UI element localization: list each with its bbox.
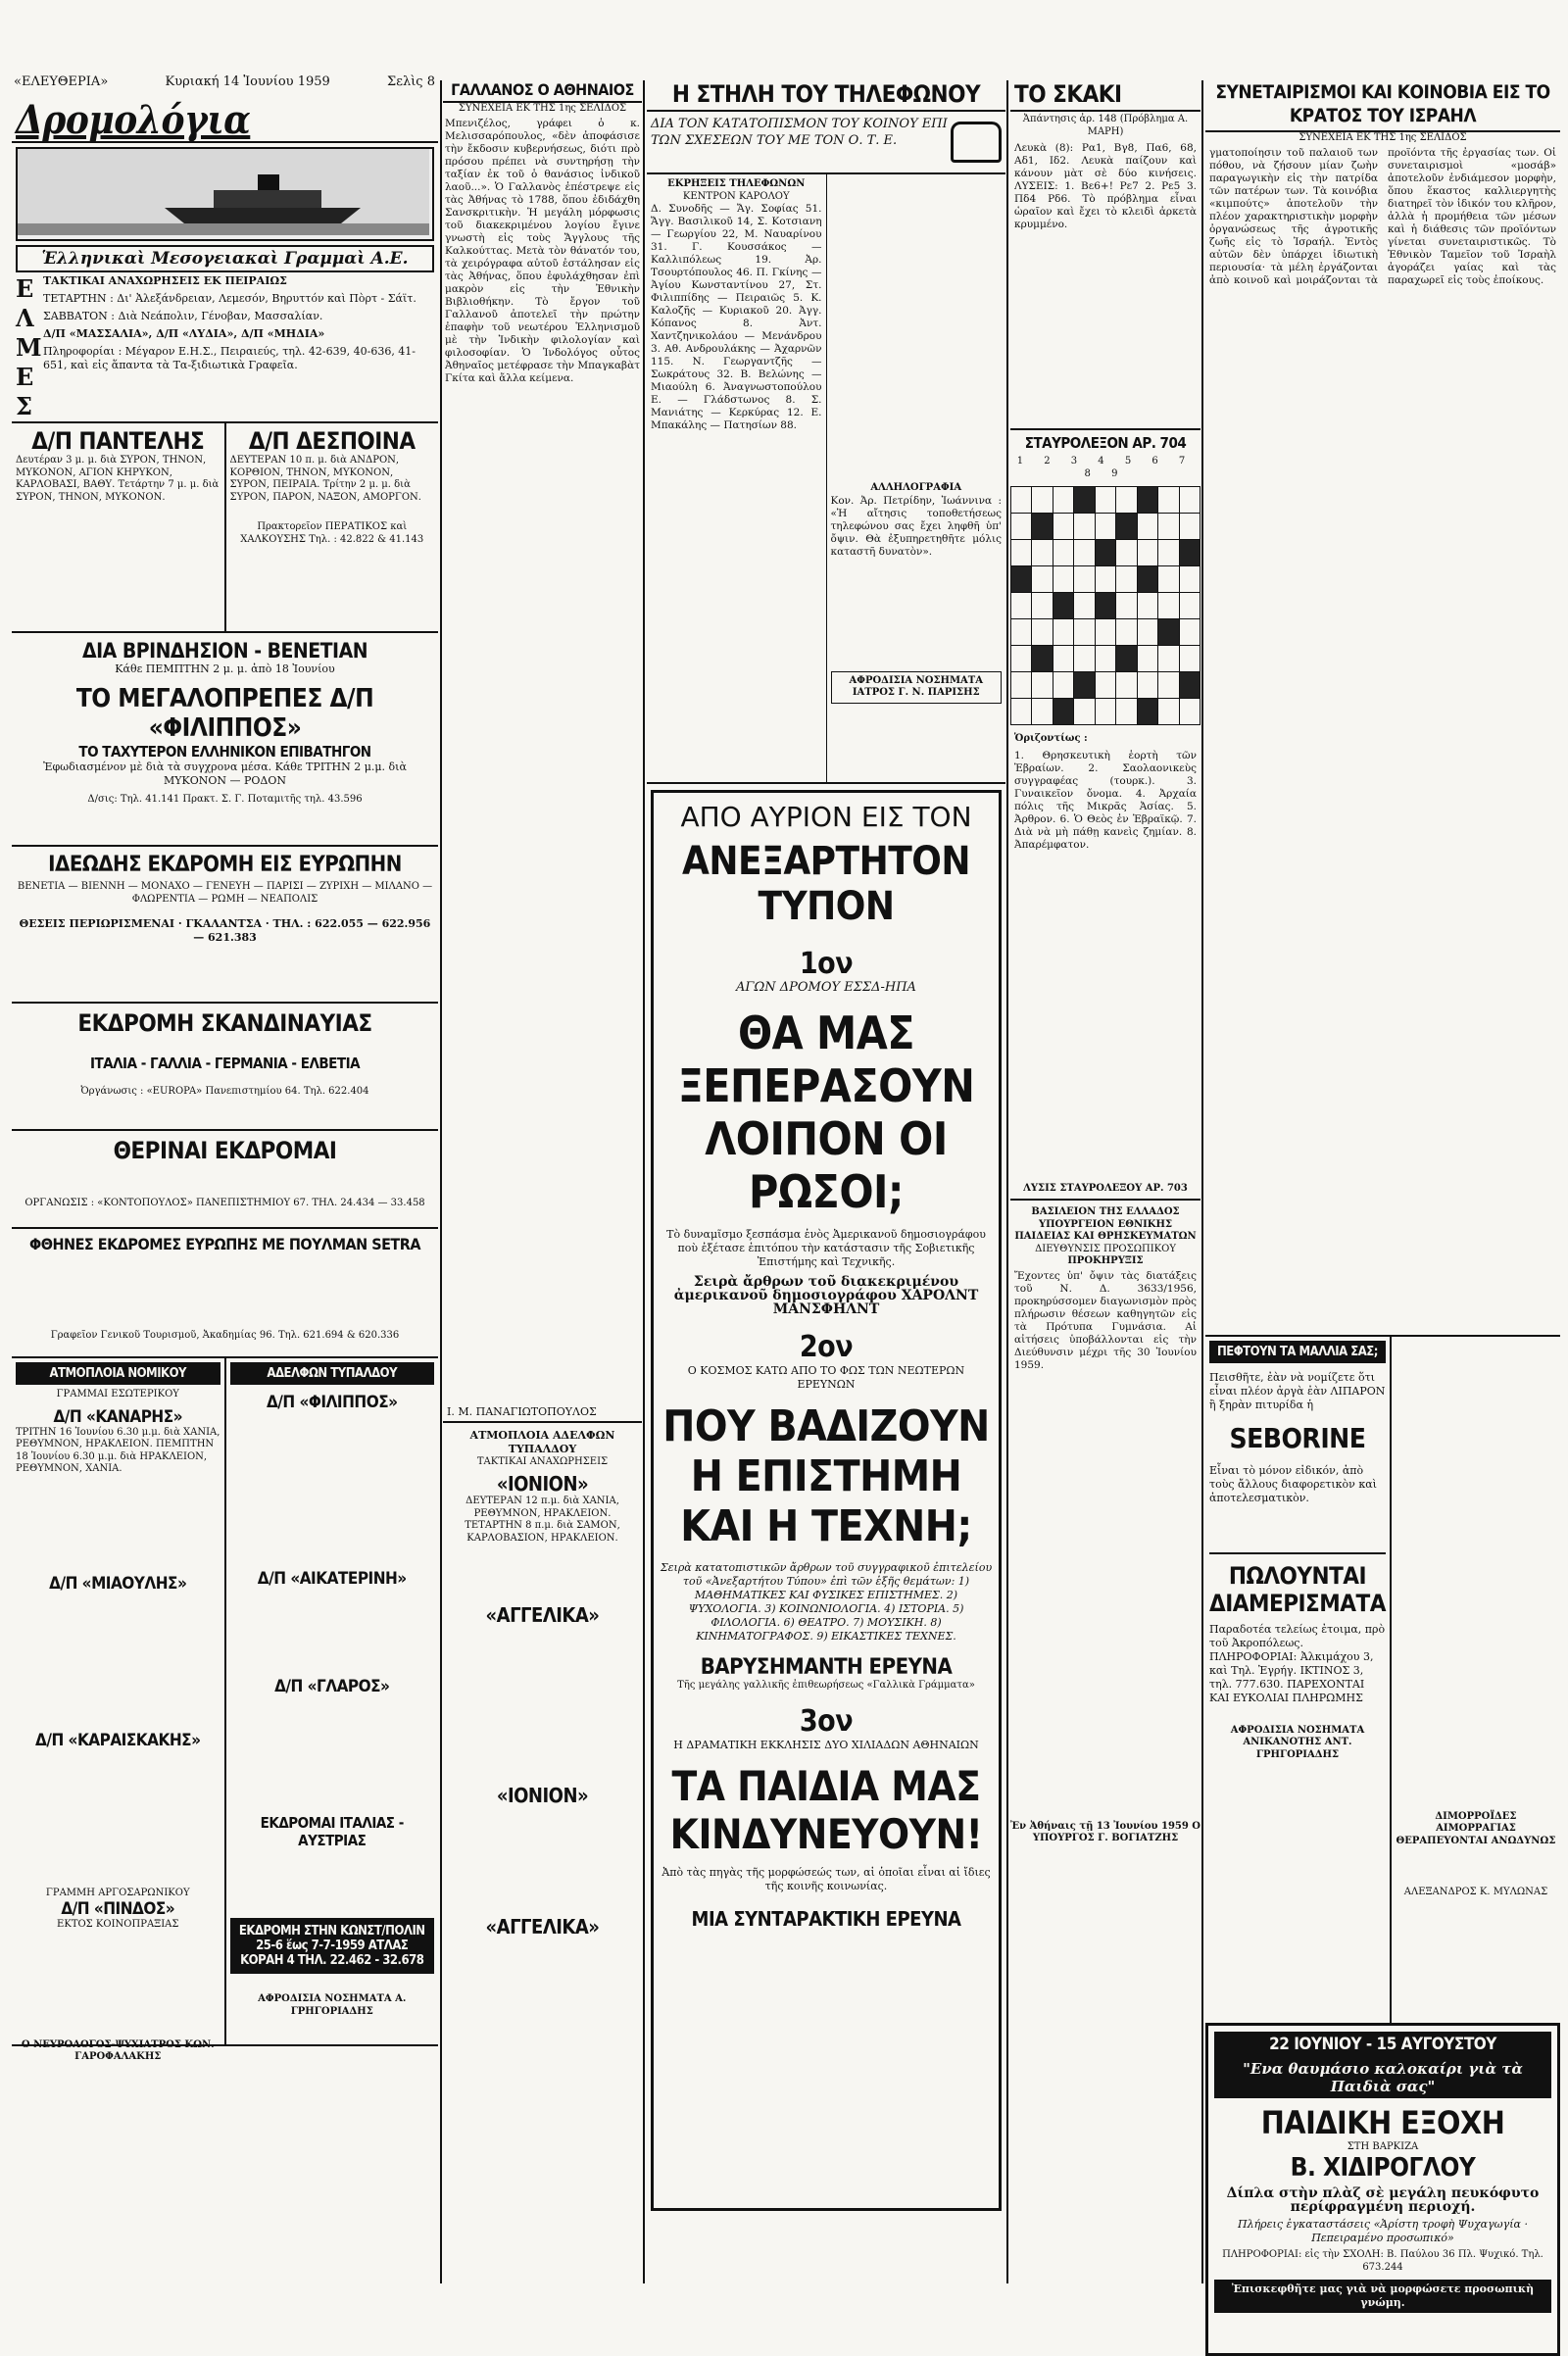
brindisi-sub: Κάθε ΠΕΜΠΤΗΝ 2 μ. μ. ἀπὸ 18 Ἰουνίου — [115, 663, 335, 675]
item-4-text: Ἀπὸ τὰς πηγὰς τῆς μορφώσεώς των, αἱ ὁποῖαι εἶναι αἱ ἴδιες τῆς κοινῆς κοινωνίας. — [662, 1865, 991, 1892]
page-number: Σελὶς 8 — [387, 74, 435, 89]
masthead — [14, 74, 435, 92]
grigoriadis: ΑΦΡΟΔΙΣΙΑ ΝΟΣΗΜΑΤΑ Α. ΓΡΗΓΟΡΙΑΔΗΣ — [258, 1993, 407, 2017]
crossword-cell — [1158, 699, 1179, 725]
crossword-cell — [1053, 514, 1073, 540]
article-signature: Ι. Μ. ΠΑΝΑΓΙΩΤΟΠΟΥΛΟΣ — [443, 1403, 642, 1423]
crossword-cell — [1158, 619, 1179, 646]
ship-ionion-1: «ΙΟΝΙΟΝ» — [496, 1472, 589, 1496]
crossword-cell — [1053, 619, 1073, 646]
camp-text: Δίπλα στὴν πλὰζ σὲ μεγάλη πευκόφυτο περίφραγμένη περιοχή. — [1226, 2185, 1540, 2215]
crossword-cell — [1095, 487, 1115, 514]
crossword-cell — [1095, 514, 1115, 540]
headline-2b: Η ΕΠΙΣΤΗΜΗ — [690, 1451, 962, 1501]
crossword-cell — [1074, 514, 1095, 540]
crossword-cell — [1116, 540, 1137, 566]
crossword-cell — [1116, 672, 1137, 699]
crossword-cell — [1095, 540, 1115, 566]
crossword-cell — [1032, 593, 1053, 619]
crossword-cell — [1158, 646, 1179, 672]
headline-3-sub: Τῆς μεγάλης γαλλικῆς ἐπιθεωρήσεως «Γαλλικὰ Γράμματα» — [677, 1680, 975, 1691]
pantelis-title: Δ/Π ΠΑΝΤΕΛΗΣ — [31, 427, 205, 455]
ship-illustration — [16, 147, 434, 241]
filippos-2: Δ/Π «ΦΙΛΙΠΠΟΣ» — [266, 1393, 398, 1412]
crossword-cell — [1179, 699, 1200, 725]
crossword-cell — [1053, 699, 1073, 725]
line-2: ΤΕΤΑΡΤΗΝ : Δι' Ἀλεξάνδρειαν, Λεμεσόν, Βηρυττόν καὶ Πὸρτ - Σάϊτ. — [43, 292, 416, 305]
ad-company: ΑΤΜΟΠΛΟΙΑ ΑΔΕΛΦΩΝ ΤΥΠΑΛΔΟΥ — [469, 1428, 615, 1455]
israel-body-cont — [1396, 1341, 1556, 1811]
argosaronic: ΓΡΑΜΜΗ ΑΡΓΟΣΑΡΩΝΙΚΟΥ — [45, 1887, 190, 1898]
crossword-cell — [1137, 619, 1157, 646]
ship-angelika-1: «ΑΓΓΕΛΙΚΑ» — [485, 1603, 600, 1627]
despina-title: Δ/Π ΔΕΣΠΟΙΝΑ — [248, 427, 416, 455]
pantelis-text: Δευτέραν 3 μ. μ. διὰ ΣΥΡΟΝ, ΤΗΝΟΝ, ΜΥΚΟΝΟΝ, ΑΓΙΟΝ ΚΗΡΥΚΟΝ, ΚΑΡΛΟΒΑΣΙ, ΒΑΘΥ. Τετάρτην 7 μ. μ. διὰ ΣΥΡΟΝ, ΤΗΝΟΝ, ΜΥΚΟΝΟΝ. — [16, 455, 220, 503]
crossword-cell — [1116, 593, 1137, 619]
crossword-cell — [1011, 566, 1032, 593]
crossword-cell — [1095, 646, 1115, 672]
item-1-sub: ΑΓΩΝ ΔΡΟΜΟΥ ΕΣΣΔ-ΗΠΑ — [736, 980, 916, 995]
karaiskakis: Δ/Π «ΚΑΡΑΙΣΚΑΚΗΣ» — [35, 1730, 201, 1750]
crossword-cell — [1074, 566, 1095, 593]
crossword-cell — [1179, 540, 1200, 566]
crossword-cell — [1158, 514, 1179, 540]
pindos: Δ/Π «ΠΙΝΔΟΣ» — [61, 1899, 175, 1919]
crossword-cell — [1116, 514, 1137, 540]
crossword-title: ΣΤΑΥΡΟΛΕΞΟΝ ΑΡ. 704 — [1024, 434, 1187, 452]
setra-org: Γραφεῖον Γενικοῦ Τουρισμοῦ, Ἀκαδημίας 96. Τηλ. 621.694 & 620.336 — [50, 1330, 400, 1341]
allelog-body: Κον. Ἀρ. Πετρίδην, Ἰωάννινα : «Ἡ αἴτησις τοποθετήσεως τηλεφώνου σας ἔχει ληφθῆ ὑπ' ὄψιν. Θὰ ἐξυπηρετηθῆτε μόλις καταστῆ δυνατὸν». — [830, 494, 1002, 558]
domestic-lines: ΓΡΑΜΜΑΙ ΕΣΩΤΕΡΙΚΟΥ — [56, 1389, 179, 1399]
europe-org: ΘΕΣΕΙΣ ΠΕΡΙΩΡΙΣΜΕΝΑΙ · ΓΚΑΛΑΝΤΣΑ · ΤΗΛ. : 622.055 — 622.956 — 621.383 — [19, 917, 431, 944]
crossword-numbers: 1 2 3 4 5 6 7 8 9 — [1016, 456, 1195, 479]
crossword-cell — [1032, 699, 1053, 725]
column-4 — [1010, 80, 1200, 2283]
crossword-cell — [1179, 672, 1200, 699]
crossword-cell — [1179, 646, 1200, 672]
ministry-announcement: ΠΡΟΚΗΡΥΞΙΣ — [1067, 1255, 1144, 1266]
item-2-number: 2ον — [799, 1330, 854, 1364]
crossword-cell — [1137, 487, 1157, 514]
crossword-cell — [1116, 699, 1137, 725]
crossword-cell — [1074, 540, 1095, 566]
italy-austria: ΕΚΔΡΟΜΑΙ ΙΤΑΛΙΑΣ - ΑΥΣΤΡΙΑΣ — [260, 1814, 404, 1849]
israel-body: γματοποίησιν τοῦ παλαιοῦ των πόθου, νὰ ζήσουν μίαν ζωὴν παραγωγικὴν εἰς τὴν πατρίδα τῶν πατέρων των. Τὰ κοινόβια «κιμπούτς» ἀποτελοῦν τὴν πλέον χαρακτηριστικὴν μορφὴν ὀργανώσεως τῆς ἀγροτικῆς ζωῆς εἰς τὸ Ἰσραήλ. Ἐντὸς αὐτῶν δὲν ὑπάρχει ἰδιωτικὴ περιουσία· τὰ μέλη ἐργάζονται ἀπὸ κοινοῦ καὶ μοιράζονται τὰ προϊόντα τῆς ἐργασίας των. Οἱ συνεταιρισμοὶ «μοσάβ» ἀποτελοῦν ἐνδιάμεσον μορφὴν, ὅπου ἕκαστος καλλιεργητὴς διατηρεῖ τὸν ἰδικόν του κλῆρον, ἀλλὰ ἡ προμήθεια τῶν μέσων καὶ ἡ διάθεσις τῶν προϊόντων γίνεται συνεταιριστικῶς. Τὸ Ἐθνικὸν Ταμεῖον τοῦ Ἰσραὴλ ἀγοράζει γαίας καὶ τὰς παραχωρεῖ εἰς τοὺς ἐποίκους. — [1209, 146, 1556, 286]
article-title: ΓΑΛΛΑΝΟΣ Ο ΑΘΗΝΑΙΟΣ — [443, 80, 642, 103]
phone-list: Δ. Συνοδῆς — Ἄγ. Σοφίας 51. Ἄγγ. Βασιλικοῦ 14, Σ. Κοτσιανη — Γεωργίου 22, Μ. Ναυαρίνου 31. Γ. Κουσσάκος — Καλλιπόλεως 19. Ἀρ. Τσουρτόπουλος 46. Π. Γκίνης — Ἀγίου Κωνσταντίνου 27, Στ. Φιλιππίδης — Πειραιῶς 5. Κ. Καλοζῆς — Κυριακοῦ 20. Ἀγγ. Κόπανος 8. Ἀντ. Χαντζηνικολάου — Μενάνδρου 3. Αθ. Ανδρουλάκης — Ἀχαρνῶν 115. Ν. Γεωργαντζῆς — Σωκράτους 32. Β. Βελώνης — Μιαούλη 6. Ἀναγνωστοπούλου Ε. — Γλάδστωνος 8. Σ. Μανιάτης — Κερκύρας 12. Ε. Μπακάλης — Πατησίων 88. — [651, 203, 822, 431]
scandinavia-title: ΕΚΔΡΟΜΗ ΣΚΑΝΔΙΝΑΥΙΑΣ — [77, 1009, 372, 1037]
hair-note: Εἶναι τὸ μόνον εἰδικόν, ἀπὸ τοὺς ἄλλους διαφορετικὸν καὶ ἀποτελεσματικὸν. — [1209, 1463, 1377, 1504]
filippos-sub: ΤΟ ΤΑΧΥΤΕΡΟΝ ΕΛΛΗΝΙΚΟΝ ΕΠΙΒΑΤΗΓΟΝ — [78, 743, 371, 761]
italy-title: ΙΤΑΛΙΑ - ΓΑΛΛΙΑ - ΓΕΡΜΑΝΙΑ - ΕΛΒΕΤΙΑ — [89, 1055, 361, 1072]
brindisi-title: ΔΙΑ ΒΡΙΝΔΗΣΙΟΝ - ΒΕΝΕΤΙΑΝ — [81, 639, 368, 663]
crossword-cell — [1032, 672, 1053, 699]
crossword-cell — [1158, 540, 1179, 566]
crossword-cell — [1032, 540, 1053, 566]
crossword-cell — [1095, 619, 1115, 646]
doctor-1: ΑΦΡΟΔΙΣΙΑ ΝΟΣΗΜΑΤΑ ΑΝΙΚΑΝΟΤΗΣ ΑΝΤ. ΓΡΗΓΟΡΙΑΔΗΣ — [1230, 1724, 1365, 1760]
typaldos-banner: ΑΔΕΛΦΩΝ ΤΥΠΑΛΔΟΥ — [230, 1362, 435, 1385]
allelog-head: ΑΛΛΗΛΟΓΡΑΦΙΑ — [870, 482, 962, 493]
ship-angelika-2: «ΑΓΓΕΛΙΚΑ» — [485, 1915, 600, 1939]
crossword-cell — [1116, 487, 1137, 514]
nomikos-banner: ΑΤΜΟΠΛΟΙΑ ΝΟΜΙΚΟΥ — [16, 1362, 220, 1385]
chess-body: Λευκὰ (8): Ρα1, Βγ8, Πα6, 68, Αδ1, Ιδ2. Λευκὰ παίζουν καὶ κάνουν μὰτ σὲ δύο κινήσεις. ΛΥΣΕΙΣ: 1. Βε6+! Ρε7 2. Ρε5 3. Πδ4 Ρδ6. Τὸ πρόβλημα εἶναι ὡραῖον καὶ ἔχει τὸ κλειδὶ ἀρκετὰ κρυμμένο. — [1010, 140, 1200, 430]
crossword-cell — [1053, 672, 1073, 699]
crossword-cell — [1074, 619, 1095, 646]
list-sub: ΚΕΝΤΡΟΝ ΚΑΡΟΛΟΥ — [682, 190, 790, 202]
ad-paper-name: ΑΝΕΞΑΡΤΗΤΟΝ ΤΥΠΟΝ — [682, 839, 970, 929]
ministry-sign: Ἐν Ἀθήναις τῇ 13 Ἰουνίου 1959 Ο ΥΠΟΥΡΓΟΣ Γ. ΒΟΓΙΑΤΖΗΣ — [1010, 1820, 1201, 1843]
ship-icon — [18, 149, 429, 235]
clues-head: Ὁριζοντίως : — [1014, 733, 1088, 744]
crossword-cell — [1053, 566, 1073, 593]
crossword-cell — [1158, 566, 1179, 593]
paper-name: «ΕΛΕΥΘΕΡΙΑ» — [14, 74, 109, 89]
israel-continued: ΣΥΝΕΧΕΙΑ ΕΚ ΤΗΣ 1ης ΣΕΛΙΔΟΣ — [1298, 132, 1467, 143]
headline-1a: ΘΑ ΜΑΣ ΞΕΠΕΡΑΣΟΥΝ — [677, 1006, 975, 1112]
crossword-cell — [1137, 672, 1157, 699]
crossword-cell — [1074, 699, 1095, 725]
headline-5: ΜΙΑ ΣΥΝΤΑΡΑΚΤΙΚΗ ΕΡΕΥΝΑ — [691, 1906, 961, 1931]
results-head: ΛΥΣΙΣ ΣΤΑΥΡΟΛΕΞΟΥ ΑΡ. 703 — [1010, 1183, 1200, 1202]
crossword-cell — [1137, 699, 1157, 725]
crossword-cell — [1011, 646, 1032, 672]
ship-text-1: ΔΕΥΤΕΡΑΝ 12 π.μ. διὰ ΧΑΝΙΑ, ΡΕΘΥΜΝΟΝ, ΗΡΑΚΛΕΙΟΝ. ΤΕΤΑΡΤΗΝ 8 π.μ. διὰ ΣΑΜΟΝ, ΚΑΡΛΟΒΑΣΙΟΝ, ΗΡΑΚΛΕΙΟΝ. — [465, 1496, 620, 1544]
phone-subtitle: ΔΙΑ ΤΟΝ ΚΑΤΑΤΟΠΙΣΜΟΝ ΤΟΥ ΚΟΙΝΟΥ ΕΠΙ ΤΩΝ ΣΧΕΣΕΩΝ ΤΟΥ ΜΕ ΤΟΝ Ο. Τ. Ε. — [651, 117, 948, 148]
doctor: Ο ΝΕΥΡΟΛΟΓΟΣ-ΨΥΧΙΑΤΡΟΣ ΚΩΝ. ΓΑΡΟΦΑΛΑΚΗΣ — [21, 2038, 215, 2062]
apartments-head: ΠΩΛΟΥΝΤΑΙ ΔΙΑΜΕΡΙΣΜΑΤΑ — [1209, 1552, 1386, 1617]
ship-ionion-2: «ΙΟΝΙΟΝ» — [496, 1784, 589, 1807]
despina-text: ΔΕΥΤΕΡΑΝ 10 π. μ. διὰ ΑΝΔΡΟΝ, ΚΟΡΘΙΟΝ, ΤΗΝΟΝ, ΜΥΚΟΝΟΝ, ΣΥΡΟΝ, ΠΕΙΡΑΙΑ. Τρίτην 2 μ. μ. διὰ ΣΥΡΟΝ, ΠΑΡΟΝ, ΝΑΞΟΝ, ΑΜΟΡΓΟΝ. — [229, 455, 421, 503]
crossword-cell — [1074, 487, 1095, 514]
column-2 — [443, 80, 642, 2283]
item-3-number: 3ον — [799, 1703, 854, 1739]
israel-title: ΣΥΝΕΤΑΙΡΙΣΜΟΙ ΚΑΙ ΚΟΙΝΟΒΙΑ ΕΙΣ ΤΟ ΚΡΑΤΟΣ ΤΟΥ ΙΣΡΑΗΛ — [1205, 80, 1560, 132]
camp-dates: 22 ΙΟΥΝΙΟΥ - 15 ΑΥΓΟΥΣΤΟΥ — [1214, 2032, 1551, 2057]
headline-3: ΒΑΡΥΣΗΜΑΝΤΗ ΕΡΕΥΝΑ — [700, 1655, 953, 1680]
headline-2c: ΚΑΙ Η ΤΕΧΝΗ; — [680, 1501, 972, 1551]
crossword-cell — [1011, 593, 1032, 619]
crossword-cell — [1011, 619, 1032, 646]
doctor-ad: ΑΦΡΟΔΙΣΙΑ ΝΟΣΗΜΑΤΑ ΙΑΤΡΟΣ Γ. Ν. ΠΑΡΙΣΗΣ — [831, 671, 1003, 704]
crossword-cell — [1137, 540, 1157, 566]
filippos-note: Ἐφωδιασμένον μὲ διὰ τὰ συγχρονα μέσα. Κάθε ΤΡΙΤΗΝ 2 μ.μ. διὰ ΜΥΚΟΝΟΝ — ΡΟΔΟΝ — [43, 761, 407, 787]
crossword-cell — [1011, 514, 1032, 540]
kanaris: Δ/Π «ΚΑΝΑΡΗΣ» — [53, 1406, 183, 1427]
crossword-cell — [1095, 593, 1115, 619]
crossword-cell — [1074, 593, 1095, 619]
crossword-cell — [1179, 514, 1200, 540]
hair-head: ΠΕΦΤΟΥΝ ΤΑ ΜΑΛΛΙΑ ΣΑΣ; — [1209, 1341, 1386, 1363]
crossword-cell — [1116, 619, 1137, 646]
crossword-cell — [1179, 566, 1200, 593]
telephone-icon — [951, 122, 1002, 163]
crossword-cell — [1179, 619, 1200, 646]
clues-body: 1. Θρησκευτικὴ ἑορτὴ τῶν Ἑβραίων. 2. Σαολαονικεὺς συγγραφέας (τουρκ.). 3. Γυναικεῖον ὄνομα. 4. Ἀρχαία πόλις τῆς Μικρᾶς Ἀσίας. 5. Ἀρθρον. 6. Ὁ Θεὸς ἐν Ἑβραϊκῷ. 7. Διὰ νὰ μὴ πάθῃ κανεὶς ζημίαν. 8. Ἀπαρέμφατον. — [1014, 749, 1197, 851]
crossword-cell — [1074, 646, 1095, 672]
apartments-text: Παραδοτέα τελείως ἐτοιμα, πρὸ τοῦ Ἀκροπόλεως. ΠΛΗΡΟΦΟΡΙΑΙ: Ἀλκιμάχου 3, καὶ Τηλ. Ἐγρήγ. ΙΚΤΙΝΟΣ 3, τηλ. 777.630. ΠΑΡΕΧΟΝΤΑΙ ΚΑΙ ΕΥΚΟΛΙΑΙ ΠΛΗΡΩΜΗΣ — [1209, 1622, 1386, 1704]
crossword-cell — [1158, 487, 1179, 514]
crossword-cell — [1053, 646, 1073, 672]
crossword-cell — [1032, 487, 1053, 514]
crossword-cell — [1032, 646, 1053, 672]
camp-footer: Ἐπισκεφθῆτε μας γιὰ νὰ μορφώσετε προσωπικὴ γνώμη. — [1214, 2280, 1551, 2313]
crossword-cell — [1011, 699, 1032, 725]
europe-title: ΙΔΕΩΔΗΣ ΕΚΔΡΟΜΗ ΕΙΣ ΕΥΡΩΠΗΝ — [48, 853, 402, 877]
headline-1b: ΛΟΙΠΟΝ ΟΙ ΡΩΣΟΙ; — [705, 1112, 948, 1218]
camp-info: ΠΛΗΡΟΦΟΡΙΑΙ: εἰς τὴν ΣΧΟΛΗ: Β. Παύλου 36 Πλ. Ψυχικό. Τηλ. 673.244 — [1222, 2249, 1544, 2273]
item-1-text: Τὸ δυναμῖσμο ξεσπάσμα ἑνὸς Ἀμερικανοῦ δημοσιογράφου ποὺ ἐξέτασε ἐπιτόπου τὴν κατάστασιν τῆς Σοβιετικῆς Ἐπιστήμης καὶ Τεχνικῆς. — [666, 1228, 986, 1268]
crossword-cell — [1032, 619, 1053, 646]
crossword-cell — [1137, 646, 1157, 672]
crossword-cell — [1053, 540, 1073, 566]
glaros: Δ/Π «ΓΛΑΡΟΣ» — [274, 1677, 390, 1696]
doctor-2-name: ΑΛΕΞΑΝΔΡΟΣ Κ. ΜΥΛΩΝΑΣ — [1403, 1887, 1548, 1897]
crossword-cell — [1158, 672, 1179, 699]
crossword-cell — [1032, 514, 1053, 540]
crossword-cell — [1053, 487, 1073, 514]
agency-info: Πρακτορεῖον ΠΕΡΑΤΙΚΟΣ καὶ ΧΑΛΚΟΥΣΗΣ Τηλ. : 42.822 & 41.143 — [240, 521, 424, 545]
crossword-cell — [1011, 540, 1032, 566]
ad-sub: ΤΑΚΤΙΚΑΙ ΑΝΑΧΩΡΗΣΕΙΣ — [476, 1455, 609, 1467]
miaoulis: Δ/Π «ΜΙΑΟΥΛΗΣ» — [49, 1573, 187, 1594]
list-head: ΕΚΡΗΞΕΙΣ ΤΗΛΕΦΩΝΩΝ — [667, 178, 806, 189]
issue-date: Κυριακή 14 Ἰουνίου 1959 — [165, 74, 330, 89]
column-5 — [1205, 80, 1560, 2309]
doctor-2: ΔΙΜΟΡΡΟΪΔΕΣ ΑΙΜΟΡΡΑΓΙΑΣ ΘΕΡΑΠΕΥΟΝΤΑΙ ΑΝΩΔΥΝΩΣ — [1396, 1810, 1556, 1846]
istanbul-ad: ΕΚΔΡΟΜΗ ΣΤΗΝ ΚΩΝΣΤ/ΠΟΛΙΝ 25-6 ἕως 7-7-1959 ΑΤΛΑΣ ΚΟΡΑΗ 4 ΤΗΛ. 22.462 - 32.678 — [230, 1918, 435, 1974]
continued-note: ΣΥΝΕΧΕΙΑ ΕΚ ΤΗΣ 1ης ΣΕΛΙΔΟΣ — [458, 103, 627, 114]
crossword-cell — [1011, 672, 1032, 699]
crossword-cell — [1158, 593, 1179, 619]
camp-ad — [1205, 2023, 1560, 2356]
headline-4a: ΤΑ ΠΑΙΔΙΑ ΜΑΣ — [671, 1761, 981, 1810]
crossword-cell — [1032, 566, 1053, 593]
company-banner: Ἑλληνικαὶ Μεσογειακαὶ Γραμμαὶ Α.Ε. — [41, 249, 409, 269]
crossword-cell — [1116, 566, 1137, 593]
headline-2a: ΠΟΥ ΒΑΔΙΖΟΥΝ — [662, 1401, 990, 1451]
kanaris-text: ΤΡΙΤΗΝ 16 Ἰουνίου 6.30 μ.μ. διὰ ΧΑΝΙΑ, ΡΕΘΥΜΝΟΝ, ΗΡΑΚΛΕΙΟΝ. ΠΕΜΠΤΗΝ 18 Ἰουνίου 6.30 μ.μ. διὰ ΗΡΑΚΛΕΙΟΝ, ΡΕΘΥΜΝΟΝ, ΧΑΝΙΑ. — [16, 1426, 220, 1474]
company-side-letters: ΕΛΜΕΣ — [16, 274, 42, 420]
summer-org: ΟΡΓΑΝΩΣΙΣ : «ΚΟΝΤΟΠΟΥΛΟΣ» ΠΑΝΕΠΙΣΤΗΜΙΟΥ 67. ΤΗΛ. 24.434 — 33.458 — [24, 1198, 425, 1208]
crossword-cell — [1179, 487, 1200, 514]
line-1: ΤΑΚΤΙΚΑΙ ΑΝΑΧΩΡΗΣΕΙΣ ΕΚ ΠΕΙΡΑΙΩΣ — [43, 274, 287, 287]
crossword-cell — [1179, 593, 1200, 619]
headline-4b: ΚΙΝΔΥΝΕΥΟΥΝ! — [669, 1809, 983, 1858]
line-3: ΣΑΒΒΑΤΟΝ : Διὰ Νεάπολιν, Γένοβαν, Μασσαλίαν. — [43, 310, 323, 322]
hair-text: Πεισθῆτε, ἐὰν νὰ νομίζετε ὅτι εἶναι πλέον ἀργὰ ἐὰν ΛΙΠΑΡΟΝ ἢ ξηρὰν πιτυρίδα ἡ — [1209, 1370, 1386, 1411]
series-line: Σειρὰ ἄρθρων τοῦ διακεκριμένου ἀμερικανοῦ δημοσιογράφου ΧΑΡΟΛΝΤ ΜΑΝΣΦΗΛΝΤ — [673, 1274, 979, 1317]
chess-title: ΤΟ ΣΚΑΚΙ — [1010, 80, 1200, 112]
filippos-phone: Δ/σις: Τηλ. 41.141 Πρακτ. Σ. Γ. Ποταμιτῆς τηλ. 43.596 — [87, 794, 363, 805]
section-title: Δρομολόγια — [16, 97, 251, 143]
europe-text: ΒΕΝΕΤΙΑ — ΒΙΕΝΝΗ — ΜΟΝΑΧΟ — ΓΕΝΕΥΗ — ΠΑΡΙΣΙ — ΖΥΡΙΧΗ — ΜΙΛΑΝΟ — ΦΛΩΡΕΝΤΙΑ — ΡΩΜΗ — ΝΕΑΠΟΛΙΣ — [17, 881, 433, 905]
camp-text-2: Πλήρεις ἐγκαταστάσεις «Ἀρίστη τροφὴ Ψυχαγωγία · Πεπειραμένο προσωπικό» — [1238, 2218, 1528, 2244]
chess-problem-head: Ἀπάντησις ἀρ. 148 (Πρόβλημα Α. ΜΑΡΗ) — [1022, 114, 1189, 137]
crossword-grid — [1010, 486, 1200, 725]
column-3 — [647, 80, 1005, 2283]
item-3-sub: Η ΔΡΑΜΑΤΙΚΗ ΕΚΚΛΗΣΙΣ ΔΥΟ ΧΙΛΙΑΔΩΝ ΑΘΗΝΑΙΩΝ — [673, 1738, 979, 1751]
crossword-cell — [1116, 646, 1137, 672]
crossword-cell — [1095, 566, 1115, 593]
setra-title: ΦΘΗΝΕΣ ΕΚΔΡΟΜΕΣ ΕΥΡΩΠΗΣ ΜΕ ΠΟΥΛΜΑΝ SETRA — [29, 1235, 420, 1253]
camp-owner: Β. ΧΙΔΙΡΟΓΛΟΥ — [1290, 2153, 1476, 2183]
column-1 — [12, 94, 438, 2283]
crossword-cell — [1074, 672, 1095, 699]
ministry-sub: ΔΙΕΥΘΥΝΣΙΣ ΠΡΟΣΩΠΙΚΟΥ — [1035, 1243, 1176, 1254]
summer-title: ΘΕΡΙΝΑΙ ΕΚΔΡΟΜΑΙ — [113, 1137, 337, 1164]
ministry-head: ΒΑΣΙΛΕΙΟΝ ΤΗΣ ΕΛΛΑΔΟΣ ΥΠΟΥΡΓΕΙΟΝ ΕΘΝΙΚΗΣ ΠΑΙΔΕΙΑΣ ΚΑΙ ΘΡΗΣΚΕΥΜΑΤΩΝ — [1014, 1206, 1197, 1242]
crossword-cell — [1137, 566, 1157, 593]
article-body: Μπενιζέλος, γράφει ὁ κ. Μελισσαρόπουλος, «δὲν ἀποφάσισε τὴν ἔκδοσιν κυβερνήσεως, διότι πρὸ πρόσου πρέπει νὰ συντηρήσῃ τὴν ταξίαν ἐκ τοῦ ὁ θανάσιος ἰνδικοῦ λαοῦ...». Ὁ Γαλλανὸς ἐπέστρεψε εἰς τὰς Ἀθήνας τὸ 1788, ὅπου ἐδιδάχθη Σανσκριτικὴν. Ἡ μεγάλη μόρφωσις τοῦ διακεκριμένου λογίου ἔγινε γνωστὴ εἰς τοὺς Ἄγγλους τῆς Καλκούττας. Μετὰ τὸν θάνατόν του, τὰ χειρόγραφα αὐτοῦ ἐστάλησαν εἰς τὰς Ἀθήνας, ὅπου ἐφυλάχθησαν ἐπὶ μακρὸν εἰς τὴν Ἐθνικὴν Βιβλιοθήκην. Τὸ ἔργον τοῦ Γαλλανοῦ ἀποτελεῖ τὴν πρώτην ἐπαφὴν τοῦ νεωτέρου Ἑλληνισμοῦ μὲ τὴν Ἰνδικὴν φιλολογίαν καὶ φιλοσοφίαν. Ὁ Ἰνδολόγος οὗτος Ἀθηναῖος μετέφρασε τὴν Μπαγκαβὰτ Γκίτα καὶ ἄλλα κείμενα. — [445, 117, 640, 384]
camp-name: ΠΑΙΔΙΚΗ ΕΞΟΧΗ — [1260, 2103, 1505, 2141]
ministry-body: Ἔχοντες ὑπ' ὄψιν τὰς διατάξεις τοῦ Ν. Δ. 3633/1956, προκηρύσσομεν διαγωνισμὸν πρὸς πλήρωσιν θέσεων καθηγητῶν εἰς τὰ Πρότυπα Γυμνάσια. Αἱ αἰτήσεις ὑποβάλλονται εἰς τὴν Διεύθυνσιν μέχρι τῆς 30 Ἰουνίου 1959. — [1014, 1269, 1197, 1371]
camp-slogan: "Ενα θαυμάσιο καλοκαίρι γιὰ τὰ Παιδιὰ σας" — [1214, 2057, 1551, 2098]
crossword-cell — [1095, 672, 1115, 699]
line-4: Δ/Π «ΜΑΣΣΑΛΙΑ», Δ/Π «ΛΥΔΙΑ», Δ/Π «ΜΗΔΙΑ» — [43, 327, 325, 340]
line-5: Πληροφορίαι : Μέγαρον Ε.Η.Σ., Πειραιεύς, τηλ. 42-639, 40-636, 41-651, καὶ εἰς ἅπαντα τὰ Τα-ξιδιωτικὰ Γραφεῖα. — [43, 345, 416, 371]
crossword-cell — [1137, 514, 1157, 540]
hair-brand: SEBORINE — [1229, 1421, 1366, 1454]
italy-org: Ὀργάνωσις : «EUROPA» Πανεπιστημίου 64. Τηλ. 622.404 — [80, 1086, 369, 1097]
crossword-cell — [1095, 699, 1115, 725]
phone-column-title: Η ΣΤΗΛΗ ΤΟΥ ΤΗΛΕΦΩΝΟΥ — [647, 80, 1005, 112]
aikaterini: Δ/Π «ΑΙΚΑΤΕΡΙΝΗ» — [257, 1569, 407, 1589]
item-1-number: 1ον — [799, 947, 854, 981]
filippos-title: ΤΟ ΜΕΓΑΛΟΠΡΕΠΕΣ Δ/Π «ΦΙΛΙΠΠΟΣ» — [75, 684, 374, 743]
item-2-text: Σειρὰ κατατοπιστικῶν ἄρθρων τοῦ συγγραφικοῦ ἐπιτελείου τοῦ «Ἀνεξαρτήτου Τύπου» ἐπὶ τῶν ἑξῆς θεμάτων: 1) ΜΑΘΗΜΑΤΙΚΕΣ ΚΑΙ ΦΥΣΙΚΕΣ ΕΠΙΣΤΗΜΕΣ. 2) ΨΥΧΟΛΟΓΙΑ. 3) ΚΟΙΝΩΝΙΟΛΟΓΙΑ. 4) ΙΣΤΟΡΙΑ. 5) ΦΙΛΟΛΟΓΙΑ. 6) ΘΕΑΤΡΟ. 7) ΜΟΥΣΙΚΗ. 8) ΚΙΝΗΜΑΤΟΓΡΑΦΟΣ. 9) ΕΙΚΑΣΤΙΚΕΣ ΤΕΧΝΕΣ. — [660, 1561, 993, 1643]
item-2-sub: Ο ΚΟΣΜΟΣ ΚΑΤΩ ΑΠΟ ΤΟ ΦΩΣ ΤΩΝ ΝΕΩΤΕΡΩΝ ΕΡΕΥΝΩΝ — [687, 1364, 965, 1391]
crossword-cell — [1137, 593, 1157, 619]
crossword-cell — [1011, 487, 1032, 514]
camp-place: ΣΤΗ ΒΑΡΚΙΖΑ — [1347, 2140, 1419, 2152]
pindos-sub: ΕΚΤΟΣ ΚΟΙΝΟΠΡΑΞΙΑΣ — [57, 1919, 179, 1930]
crossword-cell — [1053, 593, 1073, 619]
ad-top-line: ΑΠΟ ΑΥΡΙΟΝ ΕΙΣ ΤΟΝ — [680, 801, 972, 833]
